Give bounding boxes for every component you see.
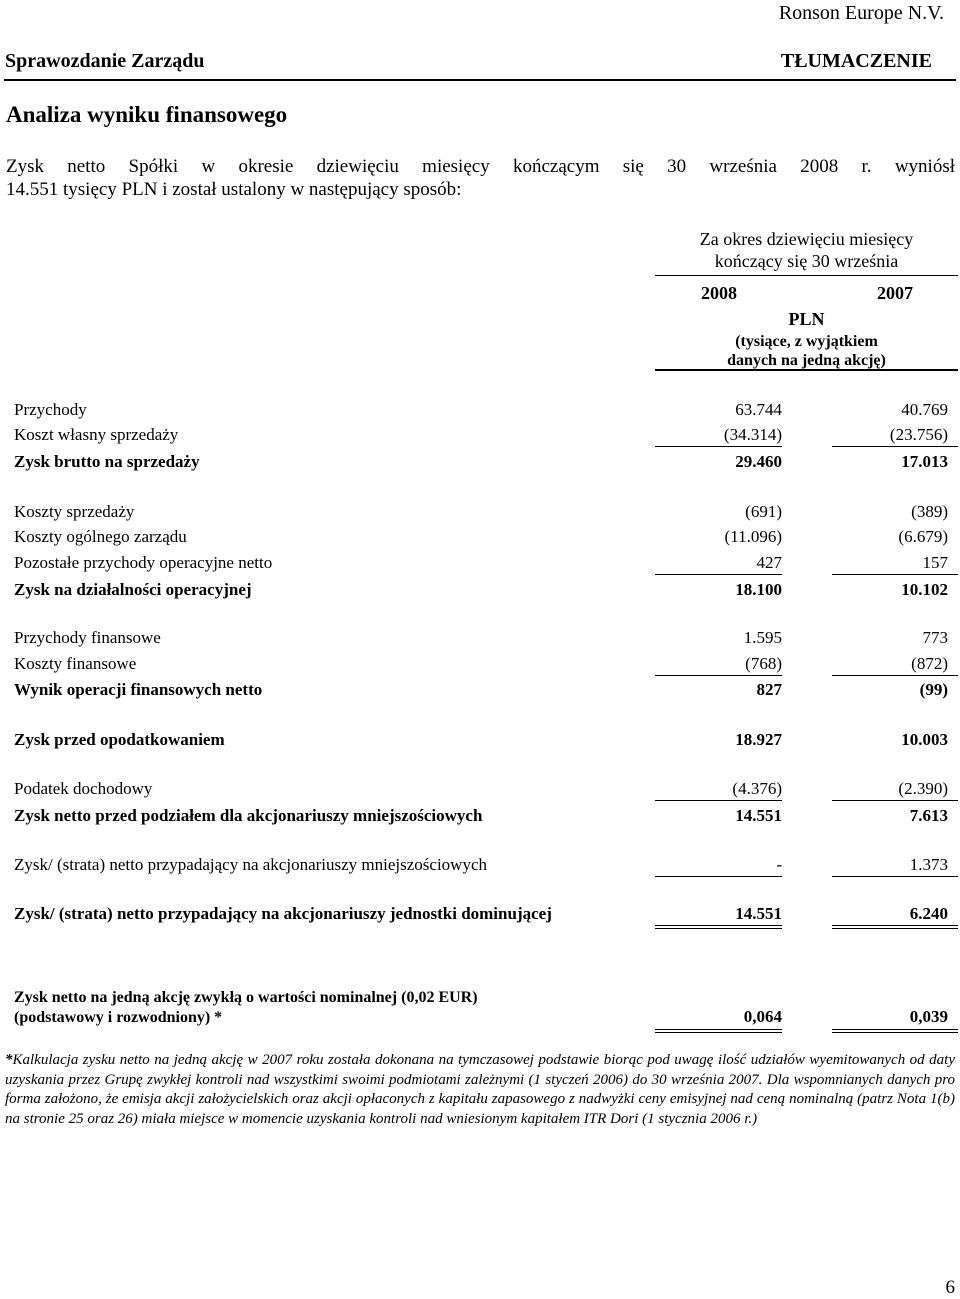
row-label: Koszty ogólnego zarządu: [14, 527, 187, 546]
value-2008: 18.927: [735, 730, 782, 749]
row-label: Przychody: [14, 400, 87, 419]
subtotal-rule: [655, 574, 782, 575]
table-row-admin-costs: [0, 525, 960, 549]
table-row-minority-result: [0, 853, 960, 877]
value-2007: 17.013: [901, 452, 948, 471]
value-2007: 773: [922, 628, 948, 647]
row-label: Koszt własny sprzedaży: [14, 425, 179, 444]
translation-label: TŁUMACZENIE: [780, 50, 932, 72]
report-title: Sprawozdanie Zarządu: [5, 50, 205, 72]
row-label: Koszty finansowe: [14, 654, 137, 673]
eps-label-line-2: (podstawowy i rozwodniony) *: [14, 1009, 223, 1026]
section-title: Analiza wyniku finansowego: [6, 102, 288, 127]
value-2008: 427: [756, 553, 782, 572]
unit-note-line-1: (tysiące, z wyjątkiem: [735, 333, 878, 350]
header-bottom-rule: [655, 369, 958, 371]
row-label: Wynik operacji finansowych netto: [14, 680, 263, 699]
table-row-revenue: [0, 398, 960, 422]
total-double-rule: [832, 925, 958, 929]
value-2007: (389): [911, 502, 948, 521]
intro-paragraph: [6, 155, 955, 201]
eps-label: [14, 988, 478, 1028]
table-row-other-operating-income: [0, 551, 960, 575]
value-2008: (768): [745, 654, 782, 673]
value-2008: 29.460: [735, 452, 782, 471]
subtotal-rule: [832, 876, 958, 877]
value-2008: (4.376): [732, 779, 782, 798]
table-row-net-profit-before-minority: [0, 804, 960, 828]
subtotal-rule: [832, 446, 958, 447]
value-2007: 1.373: [909, 855, 948, 874]
value-2007: (872): [911, 654, 948, 673]
eps-value-2008: 0,064: [743, 1007, 782, 1026]
value-2008: -: [776, 855, 782, 874]
subtotal-rule: [832, 800, 958, 801]
value-2007: (23.756): [889, 425, 948, 444]
table-row-finance-costs: [0, 652, 960, 676]
footnote-text: Kalkulacja zysku netto na jedną akcję w 2007 roku została dokonana na tymczasowej podstawie biorąc pod uwagę ilość udziałów wyemitowanych od daty uzyskania przez Grupę zwykłej kontroli nad wszystkimi swoimi podmiotami zależnymi (1 styczeń 2006) do 30 września 2007. Dla wspomnianych danych pro forma założono, że emisja akcji założycielskich oraz akcji opłaconych z kapitału zapasowego z nadwyżki ceny emisyjnej nad ceną nominalną (patrz Nota 1(b) na stronie 25 oraz 26) miała miejsce w momencie uzyskania kontroli nad wniesionym kapitałem ITR Dori (1 stycznia 2006 r.): [5, 1052, 955, 1127]
value-2008: 827: [756, 680, 782, 699]
eps-double-rule: [832, 1029, 958, 1033]
table-row-selling-costs: [0, 500, 960, 524]
unit-note: [655, 332, 958, 370]
subtotal-rule: [655, 446, 782, 447]
table-row-gross-profit: [0, 450, 960, 474]
period-line-2: kończący się 30 września: [714, 251, 899, 271]
unit-note-line-2: danych na jedną akcję): [727, 352, 886, 369]
eps-label-line-1: Zysk netto na jedną akcję zwykłą o wartości nominalnej (0,02 EUR): [14, 989, 478, 1006]
value-2007: (6.679): [898, 527, 948, 546]
value-2008: 14.551: [735, 806, 782, 825]
year-2008-header: 2008: [701, 283, 737, 303]
value-2007: 6.240: [909, 904, 948, 923]
table-row-operating-profit: [0, 578, 960, 602]
value-2007: 10.102: [901, 580, 948, 599]
row-label: Koszty sprzedaży: [14, 502, 135, 521]
eps-value-2007: 0,039: [909, 1007, 948, 1026]
row-label: Zysk na działalności operacyjnej: [14, 580, 252, 599]
period-rule: [655, 275, 958, 276]
row-label: Pozostałe przychody operacyjne netto: [14, 553, 273, 572]
value-2008: (34.314): [723, 425, 782, 444]
subtotal-rule: [832, 675, 958, 676]
subtotal-rule: [655, 800, 782, 801]
value-2007: 157: [922, 553, 948, 572]
row-label: Zysk przed opodatkowaniem: [14, 730, 225, 749]
subtotal-rule: [832, 574, 958, 575]
value-2007: (99): [919, 680, 948, 699]
company-name: Ronson Europe N.V.: [778, 2, 944, 24]
row-label: Zysk brutto na sprzedaży: [14, 452, 200, 471]
period-header: [655, 228, 958, 272]
value-2007: 7.613: [909, 806, 948, 825]
value-2008: 14.551: [735, 904, 782, 923]
table-row-net-finance-result: [0, 678, 960, 702]
value-2008: 63.744: [735, 400, 782, 419]
footnote-marker: *: [5, 1052, 13, 1068]
year-2007-header: 2007: [877, 283, 913, 303]
table-row-parent-net-result: [0, 902, 960, 926]
row-label: Przychody finansowe: [14, 628, 161, 647]
value-2008: (11.096): [724, 527, 782, 546]
page-number: 6: [945, 1277, 955, 1298]
value-2008: 1.595: [743, 628, 782, 647]
table-row-cost-of-sales: [0, 423, 960, 447]
eps-double-rule: [655, 1029, 782, 1033]
subtotal-rule: [655, 675, 782, 676]
total-double-rule: [655, 925, 782, 929]
value-2007: (2.390): [898, 779, 948, 798]
row-label: Podatek dochodowy: [14, 779, 153, 798]
row-label: Zysk/ (strata) netto przypadający na akcjonariuszy mniejszościowych: [14, 855, 487, 874]
period-line-1: Za okres dziewięciu miesięcy: [699, 229, 914, 249]
intro-line-2: 14.551 tysięcy PLN i został ustalony w następujący sposób:: [6, 179, 462, 200]
row-label: Zysk/ (strata) netto przypadający na akcjonariuszy jednostki dominującej: [14, 904, 552, 923]
header-divider: [4, 79, 956, 81]
table-row-income-tax: [0, 777, 960, 801]
value-2007: 10.003: [901, 730, 948, 749]
row-label: Zysk netto przed podziałem dla akcjonariuszy mniejszościowych: [14, 806, 483, 825]
value-2008: 18.100: [735, 580, 782, 599]
footnote: [5, 1051, 955, 1129]
value-2008: (691): [745, 502, 782, 521]
table-row-profit-before-tax: [0, 728, 960, 752]
intro-line-1: Zysk netto Spółki w okresie dziewięciu miesięcy kończącym się 30 września 2008 r. wyniósł: [6, 156, 955, 177]
value-2007: 40.769: [901, 400, 948, 419]
table-row-finance-income: [0, 626, 960, 650]
subtotal-rule: [655, 876, 782, 877]
currency-header: PLN: [788, 309, 825, 329]
